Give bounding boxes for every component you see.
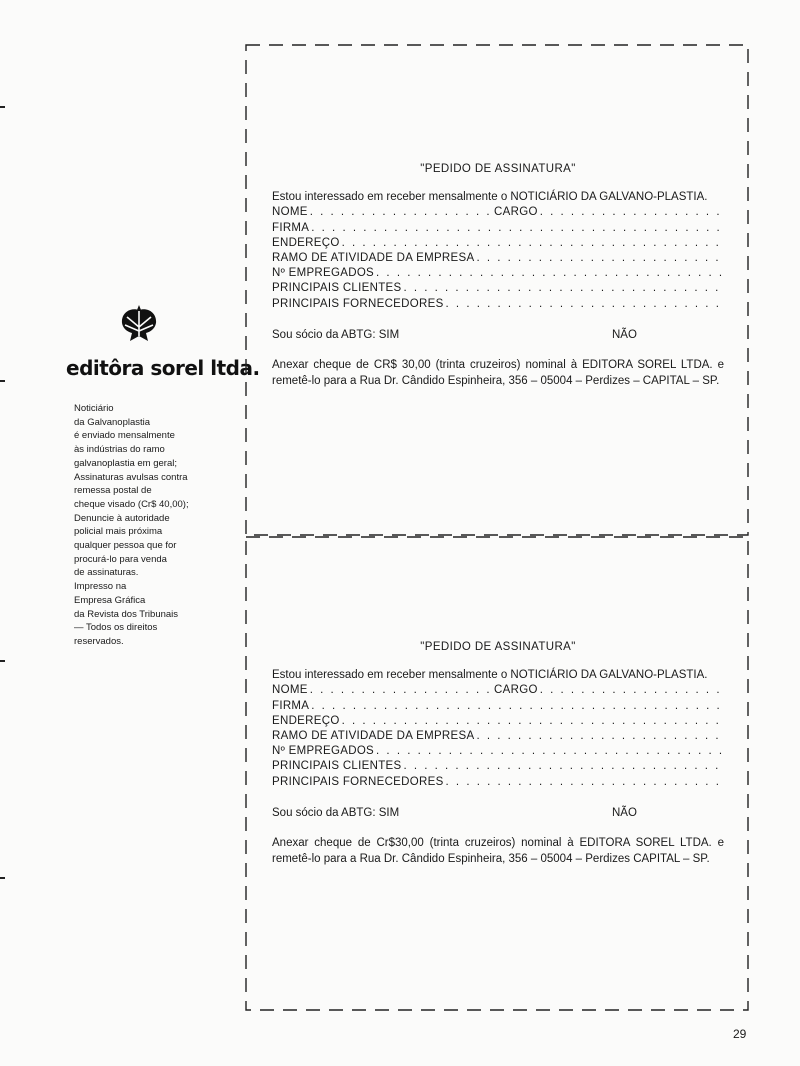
endereco-field[interactable] (272, 714, 724, 729)
subscription-form-2 (272, 640, 724, 867)
notice-line: Noticiário (74, 403, 114, 414)
field-label: ENDEREÇO (272, 714, 340, 727)
cargo-label: CARGO (494, 206, 538, 219)
ramo-atividade-field[interactable] (272, 251, 724, 266)
field-label: RAMO DE ATIVIDADE DA EMPRESA (272, 730, 475, 743)
firma-field[interactable] (272, 699, 724, 714)
field-label: PRINCIPAIS CLIENTES (272, 760, 402, 773)
notice-line: reservados. (74, 635, 124, 647)
empregados-field[interactable] (272, 744, 724, 759)
field-label: FIRMA (272, 699, 310, 712)
margin-mark (0, 877, 5, 879)
abtg-member-choice (272, 328, 724, 343)
subscription-coupon-2 (245, 536, 750, 1011)
payment-instructions: Anexar cheque de Cr$30,00 (trinta cruzeiros) nominal à EDITORA SOREL LTDA. e remetê-lo para a Rua Dr. Cândido Espinheira, 356 – 05004 – Perdizes CAPITAL – SP. (272, 837, 724, 865)
field-label: PRINCIPAIS CLIENTES (272, 282, 402, 295)
firma-field[interactable] (272, 221, 724, 236)
notice-line: da Galvanoplastia (74, 416, 151, 428)
clientes-field[interactable] (272, 759, 724, 774)
notice-line: é enviado mensalmente (74, 430, 175, 442)
form-intro: Estou interessado em receber mensalmente o NOTICIÁRIO DA GALVANO-PLASTIA. (272, 669, 708, 682)
field-label: PRINCIPAIS FORNECEDORES (272, 775, 444, 788)
field-label: Nº EMPREGADOS (272, 267, 375, 280)
notice-line: da Revista dos Tribunais (74, 608, 179, 620)
socio-sim-option[interactable]: Sou sócio da ABTG: SIM (272, 328, 400, 341)
field-label: RAMO DE ATIVIDADE DA EMPRESA (272, 252, 475, 265)
notice-line: às indústrias do ramo (74, 444, 165, 456)
field-label: PRINCIPAIS FORNECEDORES (272, 297, 444, 310)
abtg-member-choice (272, 806, 724, 821)
socio-sim-option[interactable]: Sou sócio da ABTG: SIM (272, 806, 400, 819)
notice-line: — Todos os direitos (74, 622, 158, 634)
form-intro: Estou interessado em receber mensalmente o NOTICIÁRIO DA GALVANO-PLASTIA. (272, 191, 708, 204)
form-title: "PEDIDO DE ASSINATURA" (420, 641, 576, 653)
notice-line: remessa postal de (74, 485, 152, 497)
endereco-field[interactable] (272, 236, 724, 251)
sidebar-notice (74, 402, 214, 649)
notice-line: galvanoplastia em geral; (74, 457, 177, 469)
subscription-coupon-1 (245, 44, 750, 536)
payment-instructions: Anexar cheque de CR$ 30,00 (trinta cruzeiros) nominal à EDITORA SOREL LTDA. e remetê-lo para a Rua Dr. Cândido Espinheira, 356 – 05004 – Perdizes – CAPITAL – SP. (272, 359, 724, 387)
notice-line: Impresso na (74, 581, 127, 593)
socio-nao-option[interactable]: NÃO (612, 328, 637, 341)
clientes-field[interactable] (272, 281, 724, 296)
socio-nao-option[interactable]: NÃO (612, 806, 637, 819)
field-label: Nº EMPREGADOS (272, 745, 375, 758)
nome-label: NOME (272, 206, 308, 219)
cargo-label: CARGO (494, 684, 538, 697)
notice-line: policial mais próxima (74, 526, 163, 538)
nome-cargo-field[interactable] (272, 205, 724, 220)
nome-cargo-field[interactable] (272, 683, 724, 698)
editora-sorel-logo-icon (118, 305, 160, 347)
notice-line: procurá-lo para venda (74, 553, 167, 565)
brand-name: editôra sorel ltda. (66, 356, 260, 380)
empregados-field[interactable] (272, 266, 724, 281)
field-label: ENDEREÇO (272, 236, 340, 249)
notice-line: qualquer pessoa que for (74, 540, 177, 552)
ramo-atividade-field[interactable] (272, 729, 724, 744)
notice-line: Denuncie à autoridade (74, 512, 170, 524)
fornecedores-field[interactable] (272, 297, 724, 312)
notice-line: cheque visado (Cr$ 40,00); (74, 498, 189, 510)
subscription-form-1 (272, 162, 724, 389)
field-label: FIRMA (272, 221, 310, 234)
notice-line: Assinaturas avulsas contra (74, 471, 188, 483)
notice-line: de assinaturas. (74, 567, 139, 579)
margin-mark (0, 380, 5, 382)
fornecedores-field[interactable] (272, 775, 724, 790)
nome-label: NOME (272, 684, 308, 697)
margin-mark (0, 106, 5, 108)
form-title: "PEDIDO DE ASSINATURA" (420, 163, 576, 175)
page-number: 29 (733, 1027, 747, 1041)
margin-mark (0, 660, 5, 662)
notice-line: Empresa Gráfica (74, 594, 146, 606)
